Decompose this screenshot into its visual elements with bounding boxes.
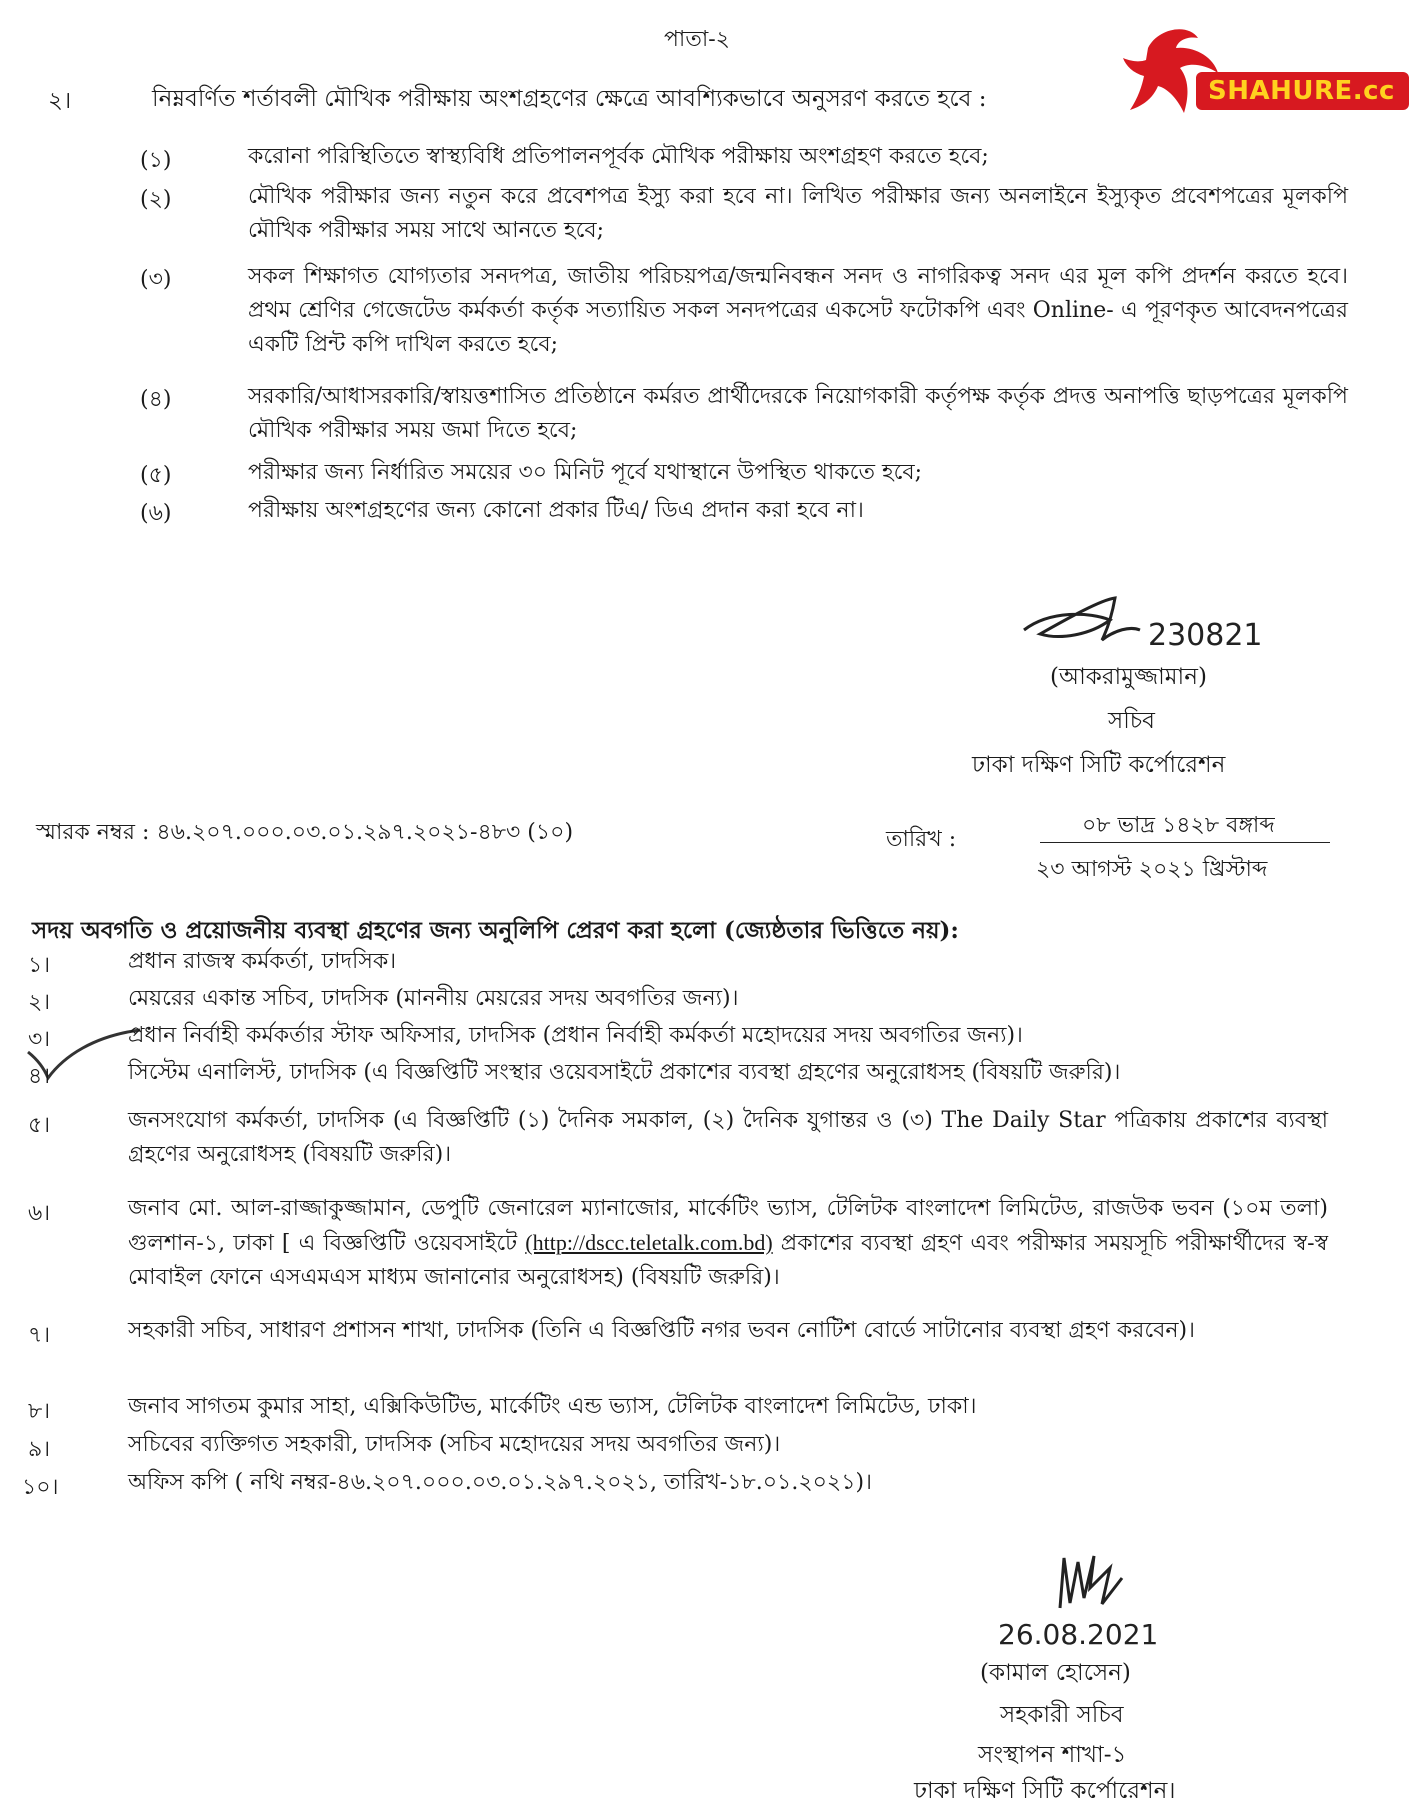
signature-scribble-icon (1050, 1548, 1130, 1618)
copy-item-text: অফিস কপি ( নথি নম্বর-৪৬.২০৭.০০০.০৩.০১.২৯৭.২০২১, তারিখ-১৮.০১.২০২১)। (128, 1470, 872, 1495)
copy-to-heading: সদয় অবগতি ও প্রয়োজনীয় ব্যবস্থা গ্রহণের জন্য অনুলিপি প্রেরণ করা হলো (জ্যেষ্ঠতার ভিত্তিতে নয়): (32, 917, 959, 944)
signature-2-date: 26.08.2021 (998, 1618, 1159, 1651)
copy-item-text: প্রধান নির্বাহী কর্মকর্তার স্টাফ অফিসার, ঢাদসিক (প্রধান নির্বাহী কর্মকর্তা মহোদয়ের সদয় অবগতির জন্য)। (128, 1023, 1023, 1048)
copy-item-number: ১। (28, 953, 51, 978)
condition-text: সরকারি/আধাসরকারি/স্বায়ত্তশাসিত প্রতিষ্ঠানে কর্মরত প্রার্থীদেরকে নিয়োগকারী কর্তৃপক্ষ কর্তৃক প্রদত্ত অনাপত্তি ছাড়পত্রের মূলকপি মৌখিক পরীক্ষার সময় জমা দিতে হবে; (248, 384, 1348, 443)
copy-item-number: ২। (28, 990, 51, 1015)
condition-number: (১) (140, 148, 172, 173)
signatory-1-designation: সচিব (1108, 708, 1155, 734)
copy-item-text: সহকারী সচিব, সাধারণ প্রশাসন শাখা, ঢাদসিক (তিনি এ বিজ্ঞপ্তিটি নগর ভবন নোটিশ বোর্ডে সাটানোর ব্যবস্থা গ্রহণ করবেন)। (128, 1318, 1195, 1343)
condition-number: (৬) (140, 501, 172, 526)
condition-text: পরীক্ষার জন্য নির্ধারিত সময়ের ৩০ মিনিট পূর্বে যথাস্থানে উপস্থিত থাকতে হবে; (248, 460, 923, 485)
condition-text: করোনা পরিস্থিতিতে স্বাস্থ্যবিধি প্রতিপালনপূর্বক মৌখিক পরীক্ষায় অংশগ্রহণ করতে হবে; (248, 144, 989, 169)
copy-item-number: ৩। (28, 1027, 51, 1052)
copy-item-text: জনসংযোগ কর্মকর্তা, ঢাদসিক (এ বিজ্ঞপ্তিটি (১) দৈনিক সমকাল, (২) দৈনিক যুগান্তর ও (৩) The Daily Star পত্রিকায় প্রকাশের ব্যবস্থা গ্রহণের অনুরোধসহ (বিষয়টি জরুরি)। (128, 1108, 1328, 1167)
copy-item-text: সিস্টেম এনালিস্ট, ঢাদসিক (এ বিজ্ঞপ্তিটি সংস্থার ওয়েবসাইটে প্রকাশের ব্যবস্থা গ্রহণের অনুরোধসহ (বিষয়টি জরুরি)। (128, 1060, 1121, 1085)
signature-1-date: 230821 (1148, 618, 1263, 653)
copy-item-number: ৪। (28, 1064, 51, 1089)
signature-2 (1050, 1548, 1130, 1624)
copy-item-text-part: জনাব মো. আল-রাজ্জাকুজ্জামান, ডেপুটি জেনারেল ম্যানাজোর, মার্কেটিং ভ্যাস, টেলিটক বাংলাদেশ লিমিটেড, রাজউক ভবন (১০ম তলা) গুলশান-১, ঢাকা [ এ বিজ্ঞপ্তিটি ওয়েবসাইটে (128, 1196, 1328, 1256)
section-heading: নিম্নবর্ণিত শর্তাবলী মৌখিক পরীক্ষায় অংশগ্রহণের ক্ষেত্রে আবশ্যিকভাবে অনুসরণ করতে হবে : (152, 86, 987, 112)
copy-item-text: মেয়রের একান্ত সচিব, ঢাদসিক (মাননীয় মেয়রের সদয় অবগতির জন্য)। (128, 986, 739, 1011)
date-label: তারিখ : (886, 827, 957, 852)
signatory-1-organization: ঢাকা দক্ষিণ সিটি কর্পোরেশন (972, 752, 1226, 778)
condition-number: (৫) (140, 463, 172, 488)
copy-item-text-part: প্রকাশের ব্যবস্থা গ্রহণ এবং পরীক্ষার সময়সূচি পরীক্ষার্থীদের স্ব-স্ব মোবাইল ফোনে এসএমএস মাধ্যম জানানোর অনুরোধসহ) (বিষয়টি জরুরি)। (128, 1231, 1328, 1290)
condition-text: পরীক্ষায় অংশগ্রহণের জন্য কোনো প্রকার টিএ/ ডিএ প্রদান করা হবে না। (248, 498, 864, 523)
signatory-2-organization: ঢাকা দক্ষিণ সিটি কর্পোরেশন। (914, 1778, 1176, 1804)
date-gregorian: ২৩ আগস্ট ২০২১ খ্রিস্টাব্দ (1036, 857, 1268, 882)
teletalk-link[interactable]: (http://dscc.teletalk.com.bd) (525, 1230, 773, 1255)
section-number: ২। (48, 88, 72, 114)
condition-number: (৩) (140, 267, 172, 292)
copy-item-number: ৬। (28, 1201, 51, 1226)
copy-item-number: ৮। (28, 1399, 51, 1424)
date-bangla: ০৮ ভাদ্র ১৪২৮ বঙ্গাব্দ (1082, 813, 1275, 838)
condition-text: সকল শিক্ষাগত যোগ্যতার সনদপত্র, জাতীয় পরিচয়পত্র/জন্মনিবন্ধন সনদ ও নাগরিকত্ব সনদ এর মূল কপি প্রদর্শন করতে হবে। প্রথম শ্রেণির গেজেটেড কর্মকর্তা কর্তৃক সত্যায়িত সকল সনদপত্রের একসেট ফটোকপি এবং Online- এ পূরণকৃত আবেদনপত্রের একটি প্রিন্ট কপি দাখিল করতে হবে; (248, 264, 1348, 357)
logo-text: SHAHURE.cc (1196, 72, 1409, 110)
page-number: পাতা-২ (664, 27, 730, 52)
signatory-2-section: সংস্থাপন শাখা-১ (978, 1742, 1127, 1768)
copy-item-text: জনাব সাগতম কুমার সাহা, এক্সিকিউটিভ, মার্কেটিং এন্ড ভ্যাস, টেলিটক বাংলাদেশ লিমিটেড, ঢাকা। (128, 1394, 977, 1419)
date-divider (1040, 842, 1330, 843)
copy-item-text: সচিবের ব্যক্তিগত সহকারী, ঢাদসিক (সচিব মহোদয়ের সদয় অবগতির জন্য)। (128, 1432, 781, 1457)
copy-item-text: প্রধান রাজস্ব কর্মকর্তা, ঢাদসিক। (128, 949, 397, 974)
copy-item-text (128, 1192, 1328, 1295)
copy-item-number: ৫। (28, 1113, 51, 1138)
signatory-2-designation: সহকারী সচিব (1000, 1702, 1124, 1728)
signatory-1-name: (আকরামুজ্জামান) (1050, 664, 1207, 690)
condition-number: (৪) (140, 387, 172, 412)
copy-item-number: ৭। (28, 1323, 51, 1348)
condition-text: মৌখিক পরীক্ষার জন্য নতুন করে প্রবেশপত্র ইস্যু করা হবে না। লিখিত পরীক্ষার জন্য অনলাইনে ইস্যুকৃত প্রবেশপত্রের মূলকপি মৌখিক পরীক্ষার সময় সাথে আনতে হবে; (248, 184, 1348, 243)
condition-number: (২) (140, 187, 172, 212)
copy-item-number: ১০। (22, 1475, 59, 1500)
memo-number: স্মারক নম্বর : ৪৬.২০৭.০০০.০৩.০১.২৯৭.২০২১-৪৮৩ (১০) (36, 820, 574, 845)
site-logo (1118, 18, 1395, 128)
signatory-2-name: (কামাল হোসেন) (980, 1660, 1131, 1686)
signature-1 (1020, 590, 1310, 666)
copy-item-number: ৯। (28, 1437, 51, 1462)
